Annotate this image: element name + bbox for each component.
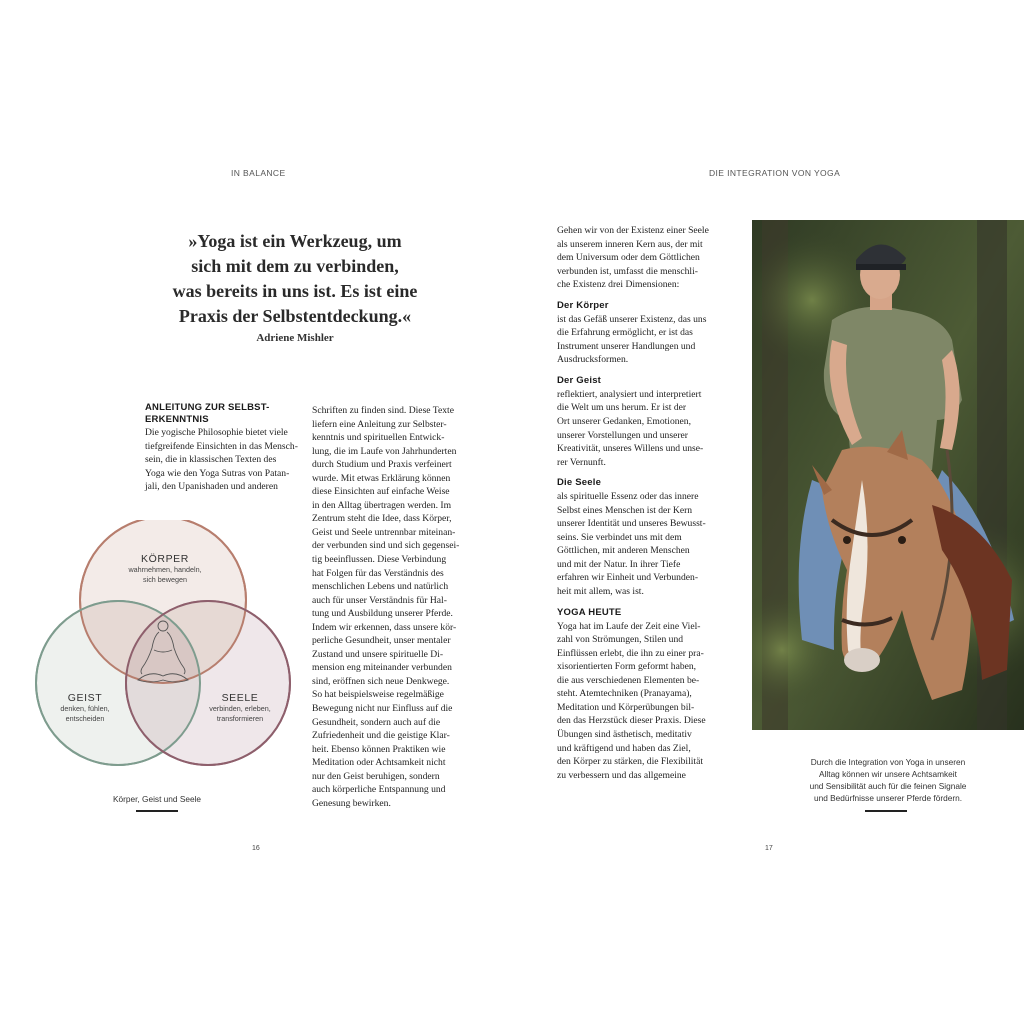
text-line: Ort unserer Gedanken, Emotionen,: [557, 416, 692, 428]
right-column: [557, 224, 727, 786]
text-line: als unserem inneren Kern aus, der mit: [557, 238, 703, 250]
venn-title: GEIST: [67, 692, 103, 704]
text-line: Einflüssen erlebt, die ihn zu einer pra-: [557, 647, 704, 659]
text-line: seins. Sie verbindet uns mit dem: [557, 531, 682, 543]
text-line: reflektiert, analysiert und interpretiert: [557, 388, 702, 400]
venn-subtitle: denken, fühlen,: [60, 704, 110, 713]
section-heading-line: ANLEITUNG ZUR SELBST-: [145, 402, 270, 413]
venn-subtitle: verbinden, erleben,: [209, 704, 271, 713]
venn-subtitle: sich bewegen: [143, 575, 187, 584]
text-line: Meditation und Körperübungen bil-: [557, 701, 695, 713]
text-line: in den Alltag übertragen werden. Im: [312, 499, 452, 511]
venn-seele-label: [185, 692, 295, 724]
text-line: rer Vernunft.: [557, 456, 606, 468]
left-column-2: [312, 404, 472, 810]
text-line: So hat beispielsweise regelmäßige: [312, 689, 444, 701]
text-line: sein, die in klassischen Texten des: [145, 454, 277, 466]
section-block: [557, 477, 727, 598]
text-line: heit mit allem, was ist.: [557, 586, 644, 598]
text-line: Geist und Seele untrennbar miteinan-: [312, 526, 456, 538]
venn-subtitle: entscheiden: [65, 714, 105, 723]
horse-rider-photo: [752, 220, 1024, 730]
text-line: Schriften zu finden sind. Diese Texte: [312, 405, 454, 416]
section-body: [557, 490, 727, 598]
text-line: mension eng miteinander verbunden: [312, 662, 452, 674]
text-line: als spirituelle Essenz oder das innere: [557, 491, 699, 503]
text-line: Indem wir erkennen, dass unsere kör-: [312, 621, 457, 633]
text-line: wurde. Mit etwas Erklärung können: [312, 472, 451, 484]
running-head-left: IN BALANCE: [231, 168, 286, 178]
text-line: Yoga hat im Laufe der Zeit eine Viel-: [557, 620, 701, 632]
text-line: Kreativität, unseres Willens und unse-: [557, 443, 704, 455]
caption-line: und Bedürfnisse unserer Pferde fördern.: [813, 793, 963, 803]
text-line: tiefgreifende Einsichten in das Mensch-: [145, 440, 298, 452]
text-line: Meditation oder Achtsamkeit nicht: [312, 757, 446, 769]
text-line: jali, den Upanishaden und anderen: [145, 481, 278, 493]
text-line: Gehen wir von der Existenz einer Seele: [557, 225, 709, 236]
section-block: [557, 375, 727, 469]
caption-line: und Sensibilität auch für die feinen Signale: [809, 781, 967, 791]
text-line: Zufriedenheit und die geistige Klar-: [312, 730, 450, 742]
text-line: sind, eröffnen sich neue Denkwege.: [312, 675, 450, 687]
page-number-left: 16: [252, 845, 260, 852]
text-line: che Existenz drei Dimensionen:: [557, 279, 680, 291]
text-line: erfahren wir Einheit und Verbunden-: [557, 572, 699, 584]
venn-geist-label: [30, 692, 140, 724]
section-body: [557, 388, 727, 469]
text-line: Selbst eines Menschen ist der Kern: [557, 504, 693, 516]
text-line: den das Herzstück dieser Praxis. Diese: [557, 715, 706, 727]
text-line: Gesundheit, sondern auch auf die: [312, 716, 441, 728]
text-line: und kräftigend und haben das Ziel,: [557, 742, 691, 754]
quote-line: Praxis der Selbstentdeckung.«: [178, 306, 412, 326]
text-line: zahl von Strömungen, Stilen und: [557, 634, 684, 646]
pull-quote: [150, 229, 440, 329]
text-line: Zentrum steht die Idee, dass Körper,: [312, 513, 452, 525]
text-line: kenntnis und spirituellen Entwick-: [312, 432, 445, 444]
text-line: zu verbessern und das allgemeine: [557, 769, 686, 781]
venn-title: KÖRPER: [141, 553, 189, 565]
venn-koerper-label: [100, 553, 230, 585]
text-line: Göttlichen, mit anderen Menschen: [557, 545, 690, 557]
text-line: durch Studium und Praxis verfeinert: [312, 459, 452, 471]
page-number-right: 17: [765, 845, 773, 852]
text-line: hat Folgen für das Verständnis des: [312, 567, 444, 579]
text-line: die aus verschiedenen Elementen be-: [557, 674, 700, 686]
caption-rule: [865, 810, 907, 812]
section-block: [557, 300, 727, 367]
section-heading: YOGA HEUTE: [557, 606, 622, 618]
venn-subtitle: transformieren: [216, 714, 264, 723]
text-line: heit. Ebenso können Praktiken wie: [312, 743, 446, 755]
text-line: und mit der Natur. In ihrer Tiefe: [557, 558, 681, 570]
text-line: auch körperliche Entspannung und: [312, 784, 446, 796]
text-line: xisorientierten Form geformt haben,: [557, 661, 697, 673]
caption-line: Durch die Integration von Yoga in unseren: [810, 757, 966, 767]
quote-author: Adriene Mishler: [256, 332, 334, 344]
text-line: Yoga wie den Yoga Sutras von Patan-: [145, 467, 290, 479]
section-block: [557, 607, 727, 783]
body-text: [312, 404, 472, 810]
text-line: verbunden ist, umfasst die menschli-: [557, 265, 698, 277]
text-line: Ausdrucksformen.: [557, 354, 629, 366]
caption-line: Alltag können wir unsere Achtsamkeit: [819, 769, 957, 779]
section-heading: [145, 402, 305, 426]
text-line: Bewegung nicht nur Einfluss auf die: [312, 703, 453, 715]
text-line: nur den Geist beruhigen, sondern: [312, 770, 440, 782]
text-line: diese Einsichten auf einfache Weise: [312, 486, 450, 498]
text-line: dem Universum oder dem Göttlichen: [557, 252, 700, 264]
text-line: lung, die im Laufe von Jahrhunderten: [312, 445, 457, 457]
text-line: ist das Gefäß unserer Existenz, das uns: [557, 313, 707, 325]
venn-title: SEELE: [221, 692, 259, 704]
text-line: Die yogische Philosophie bietet viele: [145, 427, 288, 438]
text-line: der verbunden sind und sich gegensei-: [312, 540, 460, 552]
section-heading: Der Geist: [557, 374, 602, 386]
text-line: tig beeinflussen. Diese Verbindung: [312, 554, 447, 566]
text-line: die Welt um uns herum. Er ist der: [557, 402, 687, 414]
left-column-1: [145, 402, 305, 494]
text-line: steht. Atemtechniken (Pranayama),: [557, 688, 692, 700]
section-heading: Die Seele: [557, 477, 602, 489]
text-line: unserer Vorstellungen und unserer: [557, 429, 688, 441]
text-line: den Körper zu stärken, die Flexibilität: [557, 756, 703, 768]
running-head-right: DIE INTEGRATION VON YOGA: [709, 168, 841, 178]
section-list: [557, 300, 727, 782]
photo-caption: [790, 756, 986, 804]
intro-paragraph: [557, 224, 727, 292]
section-body: [557, 620, 727, 783]
venn-caption: Körper, Geist und Seele: [112, 794, 202, 804]
text-line: Genesung bewirken.: [312, 797, 391, 809]
caption-rule: [136, 810, 178, 812]
section-heading-line: ERKENNTNIS: [145, 414, 209, 425]
quote-line: »Yoga ist ein Werkzeug, um: [188, 231, 402, 251]
text-line: Instrument unserer Handlungen und: [557, 340, 696, 352]
text-line: die Erfahrung ermöglicht, er ist das: [557, 327, 693, 339]
quote-line: sich mit dem zu verbinden,: [191, 256, 399, 276]
text-line: perliche Gesundheit, unser mentaler: [312, 635, 451, 647]
venn-subtitle: wahrnehmen, handeln,: [128, 565, 202, 574]
section-body: [557, 313, 727, 367]
text-line: Zustand und unsere spirituelle Di-: [312, 648, 444, 660]
text-line: menschlichen Lebens und natürlich: [312, 581, 449, 593]
text-line: auch für unser Verständnis für Hal-: [312, 594, 447, 606]
quote-line: was bereits in uns ist. Es ist eine: [172, 281, 418, 301]
text-line: Übungen sind ästhetisch, meditativ: [557, 728, 692, 740]
text-line: unserer Identität und unseres Bewusst-: [557, 518, 706, 530]
section-heading: Der Körper: [557, 299, 609, 311]
body-text: [145, 426, 305, 494]
text-line: tung und Ausbildung unserer Pferde.: [312, 608, 453, 620]
text-line: liefern eine Anleitung zur Selbster-: [312, 418, 447, 430]
